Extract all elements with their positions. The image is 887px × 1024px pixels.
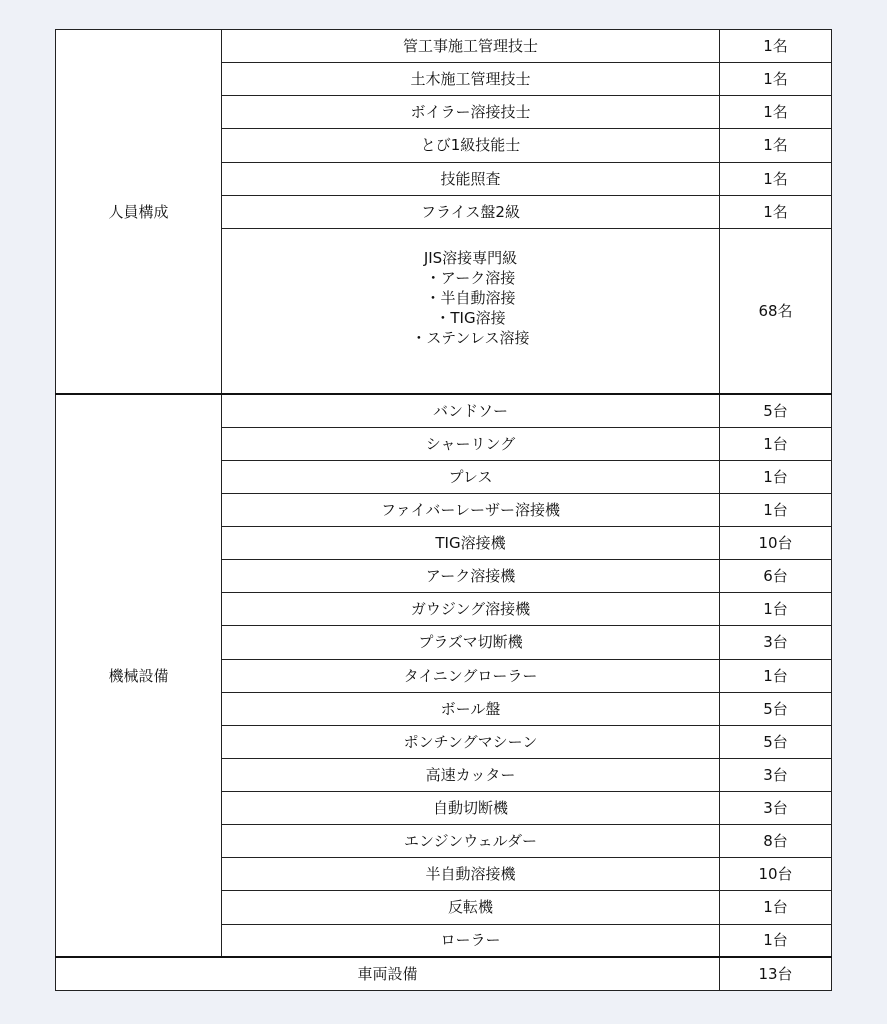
table-row xyxy=(56,30,832,63)
item-cell: アーク溶接機 xyxy=(222,560,720,593)
count-cell: 10台 xyxy=(720,858,832,891)
count-cell: 5台 xyxy=(720,692,832,725)
item-cell: プラズマ切断機 xyxy=(222,626,720,659)
jis-line: ・ステンレス溶接 xyxy=(411,328,530,347)
item-cell: 高速カッター xyxy=(222,758,720,791)
category-cell-machinery: 機械設備 xyxy=(56,394,222,957)
item-cell: 技能照査 xyxy=(222,162,720,195)
count-cell: 1名 xyxy=(720,162,832,195)
item-cell: バンドソー xyxy=(222,394,720,427)
item-cell: とび1級技能士 xyxy=(222,129,720,162)
staff-section xyxy=(56,30,832,395)
count-cell: 5台 xyxy=(720,394,832,427)
item-cell: TIG溶接機 xyxy=(222,527,720,560)
vehicles-section xyxy=(56,957,832,990)
item-cell: 自動切断機 xyxy=(222,792,720,825)
item-cell: ローラー xyxy=(222,924,720,957)
count-cell: 1名 xyxy=(720,195,832,228)
count-cell: 1名 xyxy=(720,96,832,129)
count-cell: 3台 xyxy=(720,626,832,659)
item-cell: 管工事施工管理技士 xyxy=(222,30,720,63)
item-cell: ポンチングマシーン xyxy=(222,725,720,758)
item-cell: タイニングローラー xyxy=(222,659,720,692)
count-cell: 1台 xyxy=(720,891,832,924)
item-cell: ファイバーレーザー溶接機 xyxy=(222,493,720,526)
count-cell: 68名 xyxy=(720,228,832,394)
jis-qualification-cell xyxy=(222,228,720,394)
count-cell: 5台 xyxy=(720,725,832,758)
count-cell: 6台 xyxy=(720,560,832,593)
jis-line: ・TIG溶接 xyxy=(435,308,506,327)
count-cell: 3台 xyxy=(720,792,832,825)
item-cell: 土木施工管理技士 xyxy=(222,63,720,96)
item-cell: エンジンウェルダー xyxy=(222,825,720,858)
equipment-table xyxy=(55,29,832,991)
jis-line: ・アーク溶接 xyxy=(425,268,516,287)
item-cell: ガウジング溶接機 xyxy=(222,593,720,626)
count-cell: 1名 xyxy=(720,30,832,63)
jis-line: JIS溶接専門級 xyxy=(423,248,518,267)
item-cell: シャーリング xyxy=(222,427,720,460)
count-cell: 1台 xyxy=(720,427,832,460)
table-row-vehicles xyxy=(56,957,832,990)
item-cell: ボイラー溶接技士 xyxy=(222,96,720,129)
count-cell: 1台 xyxy=(720,493,832,526)
item-cell: ボール盤 xyxy=(222,692,720,725)
vehicles-label-cell: 車両設備 xyxy=(56,957,720,990)
count-cell: 10台 xyxy=(720,527,832,560)
table-row xyxy=(56,394,832,427)
count-cell: 1名 xyxy=(720,129,832,162)
count-cell: 8台 xyxy=(720,825,832,858)
item-cell: フライス盤2級 xyxy=(222,195,720,228)
machinery-section xyxy=(56,394,832,957)
count-cell: 1台 xyxy=(720,924,832,957)
item-cell: 反転機 xyxy=(222,891,720,924)
count-cell: 1台 xyxy=(720,659,832,692)
count-cell: 1台 xyxy=(720,593,832,626)
count-cell: 13台 xyxy=(720,957,832,990)
count-cell: 1台 xyxy=(720,460,832,493)
item-cell: プレス xyxy=(222,460,720,493)
count-cell: 1名 xyxy=(720,63,832,96)
jis-line: ・半自動溶接 xyxy=(425,288,516,307)
count-cell: 3台 xyxy=(720,758,832,791)
item-cell: 半自動溶接機 xyxy=(222,858,720,891)
category-cell-staff: 人員構成 xyxy=(56,30,222,395)
